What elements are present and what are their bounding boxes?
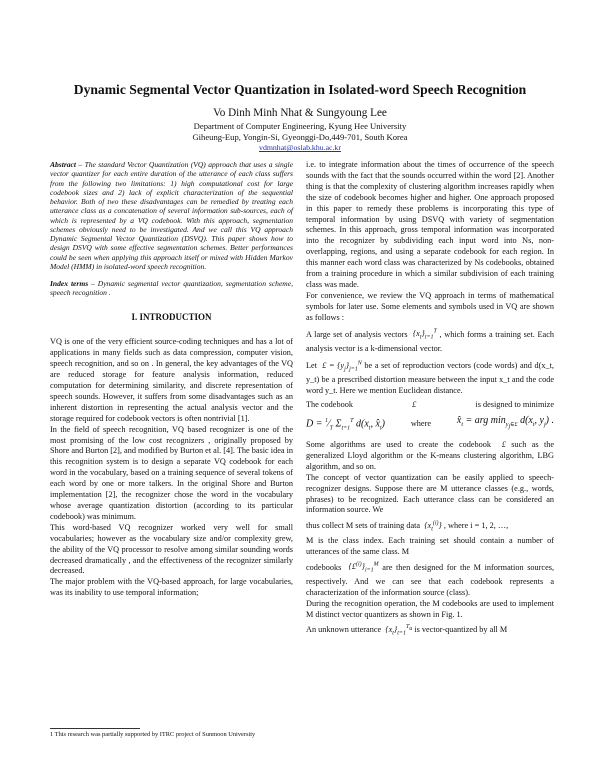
codewords-text: Let [306, 360, 317, 370]
training-data-text-cont: , where i = 1, 2, …, [443, 521, 509, 531]
algorithms-paragraph [306, 440, 554, 473]
affiliation-department: Department of Computer Engineering, Kyung Hee University [193, 121, 407, 131]
abstract-label: Abstract [50, 160, 76, 169]
index-terms-label: Index terms [50, 279, 89, 288]
distortion-equation [306, 414, 554, 436]
author-email-link[interactable]: vdmnhat@oslab.khu.ac.kr [259, 143, 341, 152]
index-terms-text: – Dynamic segmental vector quantization, segmentation scheme, speech recognition . [50, 279, 293, 298]
codebooks-text-cont: are then designed for the M information sources, respectively. And we can see that each codebook represents a characterization of the information source (class). [306, 562, 555, 597]
body-paragraph: i.e. to integrate information about the times of occurrence of the speech sounds with the fact that the sounds occurred within the word [2]. Another thing is that the complexity of clustering algorithm increases rapidly when the size of codebook becomes higher and higher. One approach proposed in this paper to remedy these problems is incorporating this type of temporal information by using DSVQ with variety of segmentation schemes. In this approach, gross temporal information was incorporated into the recognizer by subdividing each input word into Ns, non-overlapping, regions, and using a separate codebook for each region. In this manner each word class was characterized by Ns codebooks, obtained from a training procedure in which a similar subdivision of each training class was made. [306, 160, 554, 289]
unknown-utterance-formula: $\{x_t\}_{t=1}^{T_u}$ [383, 624, 413, 637]
codebook-design-text-cont: is designed to minimize [475, 399, 554, 409]
abstract [50, 160, 293, 271]
class-index-text: M is the class index. Each training set should contain a number of utterances of the same class. M [306, 535, 554, 556]
codewords-paragraph [306, 358, 554, 397]
codebooks-paragraph [306, 560, 554, 599]
training-set-text: A large set of analysis vectors [306, 329, 408, 339]
paper-title: Dynamic Segmental Vector Quantization in Isolated-word Speech Recognition [73, 82, 527, 97]
equation-where: where [410, 419, 431, 429]
training-set-formula: $\{x_t\}_{t=1}^T$ [410, 328, 437, 341]
codebook-formula: £ = $\{y_j\}_{j=1}^N$ [319, 359, 362, 373]
training-data-formula: $\{x_t^{(i)}\}$ [422, 520, 444, 533]
codewords-text-cont: be a set of reproduction vectors (code words) and d(x_t, y_t) be a prescribed distortion measure between the input x_t and the code word y_t. Here we mention Euclidean distance. [306, 360, 554, 395]
right-column [306, 160, 554, 640]
algorithms-text-cont: such as the generalized Lloyd algorithm or the K-means clustering algorithm, LBG algorithm, and so on. [306, 440, 555, 471]
unknown-utterance-line [306, 622, 554, 639]
unknown-utterance-text: An unknown utterance [306, 625, 382, 635]
intro-paragraph: This word-based VQ recognizer worked very well for small vocabularies; however as the vocabulary size and/or complexity grew, the ability of the VQ processor to resolve among similar sounding words decreased dramatically , and the effectiveness of the recognizer similarly decreased. [50, 522, 293, 576]
index-terms [50, 279, 293, 298]
training-set-text-cont: , which forms a training set. Each analysis vector is a k-dimensional vector. [306, 329, 554, 353]
body-paragraph: For convenience, we review the VQ approach in terms of mathematical symbols for later use. Some elements and symbols used in VQ are shown as follows : [306, 290, 554, 322]
affiliation-address: Giheung-Eup, Yongin-Si, Gyeonggi-Do,449-701, South Korea [192, 132, 408, 142]
codebook-symbol: £ [496, 440, 512, 450]
codebooks-text: codebooks [306, 562, 342, 572]
training-data-line [306, 518, 554, 535]
unknown-utterance-text-cont: is vector-quantized by all M [414, 625, 508, 635]
argmin-formula: $x̂_t$ = arg $\min_{y_j\in£} d(x_t$, $y_j$) . [456, 415, 554, 431]
left-column [50, 160, 293, 599]
section-heading-introduction: I. INTRODUCTION [131, 311, 212, 322]
abstract-text: – The standard Vector Quantization (VQ) approach that uses a single vector quantizer for each entire duration of the utterance of each class suffers from the following two limitations: 1) high computational cost for large codebook sizes and 2) lack of explicit characterization of the sequential behavior. Both of two these disadvantages can be remedied by treating each utterance class as a concatenation of several information sub-sources, each of which is represented by a VQ codebook. With this approach, segmentation schemes obviously need to be investigated. And we call this VQ approach Dynamic Segmental Vector Quantization (DSVQ). This paper shows how to design DSVQ with some effective segmentation schemes. Better performances could be seen when applying this approach itself or mixed with Hidden Markov Model (HMM) in isolated-word speech recognition. [50, 160, 293, 271]
codebooks-formula: $\{£^{(i)}\}_{i=1}^M$ [344, 561, 379, 574]
training-set-paragraph [306, 327, 554, 355]
algorithms-text: Some algorithms are used to create the codebook [306, 440, 492, 450]
paper-authors: Vo Dinh Minh Nhat & Sungyoung Lee [213, 107, 387, 119]
concept-paragraph: The concept of vector quantization can be easily applied to speech-recognizer designs. Suppose there are M utterance classes (e.g., words, phrases) to be recognized. Each utterance class can be considered an information source. We [306, 472, 554, 515]
footnote-divider [50, 728, 140, 729]
codebook-design-text: The codebook [306, 399, 353, 409]
intro-paragraph: In the field of speech recognition, VQ based recognizer is one of the most promising of the low cost recognizers , originally proposed by Shore and Burton [2], and modified by Burton et al. [4]. The basic idea in this recognition system is to design a separate VQ codebook for each word in the vocabulary, based on a training sequence of several tokens of each word by one or more talkers. In the original Shore and Burton implementation [2], the recognizer chose the word in the vocabulary whose average quantization distortion (according to its particular codebook) was minimum. [50, 424, 293, 521]
training-data-text: thus collect M sets of training data [306, 521, 421, 531]
intro-paragraph: The major problem with the VQ-based approach, for large vocabularies, was its inability to use temporal information; [50, 577, 293, 598]
author-email[interactable] [40, 143, 560, 152]
codebook-design-line [306, 400, 554, 411]
recognition-paragraph: During the recognition operation, the M codebooks are used to implement M distinct vector quantizers as shown in Fig. 1. [306, 598, 554, 619]
footnote: 1 This research was partially supported by ITRC project of Sunmoon University [50, 731, 256, 738]
codebook-symbol: £ [412, 399, 417, 409]
intro-paragraph: VQ is one of the very efficient source-coding techniques and has a lot of applications in many fields such as data compression, computer vision, speech recognition, and so on . In general, the key advantages of the VQ are reduced storage for feature analysis information, reduced computation for determining similarity, and discrete representation of speech sounds. However, it suffers from some disadvantages such as an inherent distortion in representing the actual analysis vector and the storage required for codebook vectors is often nontrivial [1]. [50, 337, 293, 423]
distortion-formula: $D = ^1⁄_T$ $\Sigma_{t=1}^T$ $d(x_t$, $x̂_t$) [306, 417, 385, 432]
